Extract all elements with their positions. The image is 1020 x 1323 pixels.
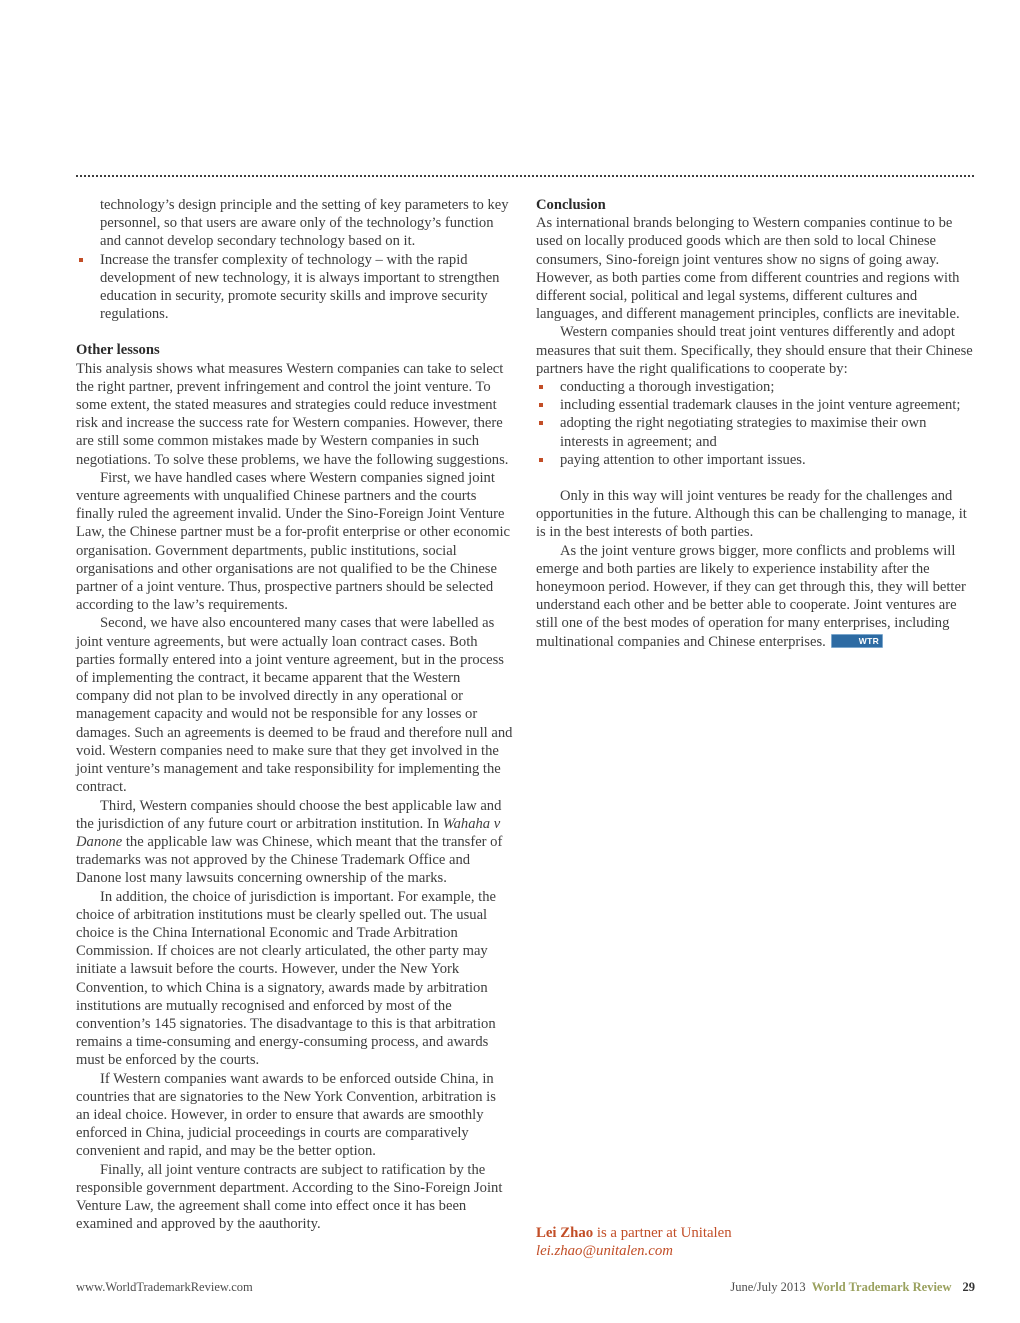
top-dotted-divider — [76, 175, 975, 177]
paragraph — [76, 1161, 513, 1234]
bullet-item — [536, 396, 976, 414]
section-heading: Conclusion — [536, 197, 606, 213]
paragraph — [76, 469, 513, 615]
bullet-item — [536, 451, 976, 469]
bullet-continuation — [76, 196, 513, 251]
text-run: conducting a thorough investigation; — [560, 379, 775, 396]
text-run: Western companies should treat joint ventures differently and adopt measures that suit them. Specifically, they should ensure that their Chinese partners have the right qualifications to cooperate by: — [536, 324, 973, 377]
footer-issue-block — [730, 1278, 975, 1296]
bullet-icon — [539, 403, 543, 407]
bullet-text — [560, 415, 926, 449]
text-run: First, we have handled cases where Western companies signed joint venture agreements with unqualified Chinese partners and the courts finally ruled the agreement invalid. Under the Sino-Foreign Joint Venture Law, the Chinese partner must be a for-profit enterprise or other economic organisation. Government departments, public institutions, social organisations and other organisations are not qualified to be the Chinese partner of a joint venture. Thus, prospective partners should be selected according to the law’s requirements. — [76, 469, 510, 614]
paragraph — [76, 1070, 513, 1161]
author-name: Lei Zhao — [536, 1225, 594, 1241]
text-run: As the joint venture grows bigger, more conflicts and problems will emerge and both parties are likely to experience instability after the honeymoon period. However, if they can get through this, they will better understand each other and be better able to cooperate. Joint ventures are still one of the best modes of operation for many enterprises, including multinational companies and Chinese enterprises. — [536, 542, 966, 650]
author-line — [536, 1224, 732, 1242]
bullet-icon — [539, 458, 543, 462]
text-run: paying attention to other important issues. — [560, 451, 806, 468]
page-footer — [76, 1278, 975, 1296]
spacer — [76, 323, 513, 341]
paragraph — [76, 797, 513, 888]
text-run: adopting the right negotiating strategies to maximise their own interests in agreement; and — [560, 415, 927, 450]
text-run: Increase the transfer complexity of technology – with the rapid development of new technology, it is always important to strengthen education in security, promote security skills and improve security regulations. — [100, 251, 500, 323]
section-heading: Other lessons — [76, 342, 160, 359]
paragraph — [536, 214, 976, 323]
text-run: technology’s design principle and the setting of key parameters to key personnel, so that users are aware only of the technology’s function and cannot develop secondary technology based on it. — [100, 197, 509, 250]
text-run: In addition, the choice of jurisdiction is important. For example, the choice of arbitration institutions must be clearly spelled out. The usual choice is the China International Economic and Trade Arbitration Commission. If choices are not clearly articulated, the other party may initiate a lawsuit before the courts. However, under the New York Convention, to which China is a signatory, awards made by arbitration institutions are mutually recognised and enforced by most of the convention’s 145 signatories. The disadvantage to this is that arbitration remains a time-consuming and energy-consuming process, and awards must be enforced by the courts. — [76, 888, 496, 1069]
bullet-item — [76, 251, 513, 324]
paragraph — [536, 487, 976, 542]
text-run: the applicable law was Chinese, which meant that the transfer of trademarks was not approved by the Chinese Trademark Office and Danone lost many lawsuits concerning ownership of the marks. — [76, 833, 503, 887]
bullet-icon — [539, 385, 543, 389]
wtr-end-badge: WTR — [831, 634, 883, 649]
paragraph — [536, 542, 976, 651]
bullet-text — [100, 252, 499, 323]
bullet-text — [560, 397, 960, 413]
bullet-item — [536, 414, 976, 450]
paragraph — [76, 360, 513, 469]
text-run: Finally, all joint venture contracts are subject to ratification by the responsible government department. According to the Sino-Foreign Joint Venture Law, the agreement shall come into effect once it has been examined and approved by the aauthority. — [76, 1161, 503, 1233]
paragraph — [76, 888, 513, 1070]
text-run: Second, we have also encountered many cases that were labelled as joint venture agreements, but were actually loan contract cases. Both parties formally entered into a joint venture agreement, but in the process of implementing the contract, it became apparent that the Western company did not plan to be involved directly in any operational or management capacity and would not be responsible for any losses or damages. Such an agreements is deemed to be fraud and therefore null and void. Western companies need to make sure that they get involved in the joint venture’s management and take responsibility for implementing the contract. — [76, 615, 513, 796]
text-run: including essential trademark clauses in the joint venture agreement; — [560, 397, 961, 414]
footer-publication-name: World Trademark Review — [811, 1280, 952, 1294]
case-name-italic: Wahaha v Danone — [76, 815, 501, 850]
text-run: Third, Western companies should choose the best applicable law and the jurisdiction of any future court or arbitration institution. In — [76, 797, 502, 832]
text-run: This analysis shows what measures Western companies can take to select the right partner, prevent infringement and control the joint venture. To some extent, the stated measures and strategies could reduce investment risk and increase the success rate for Western companies. However, there are still some common mistakes made by Western companies in such negotiations. To solve these problems, we have the following suggestions. — [76, 360, 509, 468]
text-run: If Western companies want awards to be enforced outside China, in countries that are signatories to the New York Convention, arbitration is an ideal choice. However, in order to ensure that awards are smoothly enforced in China, judicial proceedings in courts are comparatively convenient and rapid, and may be the better option. — [76, 1070, 496, 1160]
right-column — [536, 196, 976, 651]
text-run: As international brands belonging to Western companies continue to be used on locally produced goods which are then sold to local Chinese consumers, Sino-foreign joint ventures show no signs of going away. However, as both parties come from different countries and regions with different social, political and legal systems, different cultures and languages, and different management principles, conflicts are inevitable. — [536, 215, 960, 323]
paragraph — [536, 323, 976, 378]
bullet-icon — [79, 258, 83, 262]
author-block — [536, 1224, 732, 1260]
bullet-text — [100, 197, 509, 249]
footer-issue-date: June/July 2013 — [730, 1280, 806, 1294]
footer-page-number: 29 — [962, 1280, 975, 1294]
author-role: is a partner at Unitalen — [593, 1225, 732, 1241]
spacer — [536, 469, 976, 487]
footer-url: www.WorldTrademarkReview.com — [76, 1280, 253, 1294]
left-column — [76, 196, 513, 1233]
bullet-text — [560, 379, 774, 395]
bullet-text — [560, 452, 806, 468]
bullet-icon — [539, 421, 543, 425]
text-run: Only in this way will joint ventures be ready for the challenges and opportunities in the future. Although this can be challenging to manage, it is in the best interests of both parties. — [536, 488, 967, 541]
paragraph — [76, 614, 513, 796]
author-email: lei.zhao@unitalen.com — [536, 1243, 673, 1260]
bullet-item — [536, 378, 976, 396]
